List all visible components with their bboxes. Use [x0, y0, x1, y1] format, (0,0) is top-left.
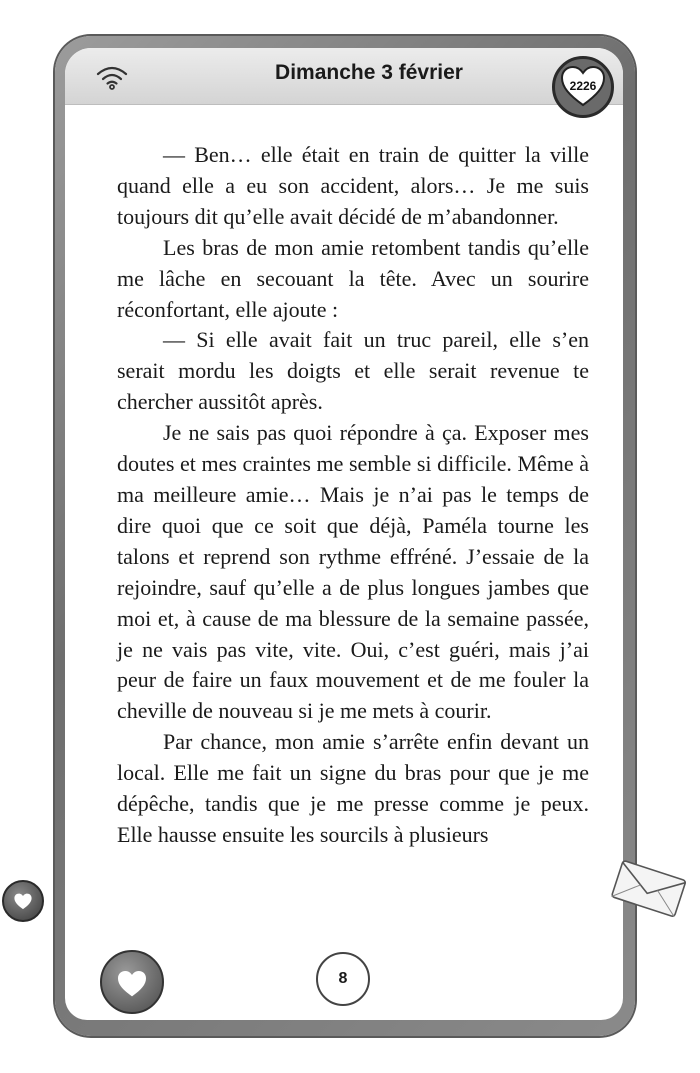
phone-screen: [65, 48, 623, 1020]
likes-counter-badge: [552, 56, 614, 118]
heart-button-small[interactable]: [2, 880, 44, 922]
phone-frame: [55, 36, 635, 1036]
paragraph: Par chance, mon amie s’arrête enfin devant un local. Elle me fait un signe du bras pour que je me dépêche, tandis que je me presse comme je peux. Elle hausse ensuite les sourcils à plusieurs: [117, 729, 589, 847]
heart-icon: [13, 892, 33, 910]
paragraph: Les bras de mon amie retombent tandis qu’elle me lâche en secouant la tête. Avec un sourire réconfortant, elle ajoute :: [117, 234, 589, 322]
paragraph: Je ne sais pas quoi répondre à ça. Exposer mes doutes et mes craintes me semble si difficile. Même à ma meilleure amie… Mais je n’ai pas le temps de dire quoi que ce soit que déjà, Paméla tourne les talons et reprend son rythme effréné. J’essaie de la rejoindre, sauf qu’elle a de plus longues jambes que moi et, à cause de ma blessure de la semaine passée, je ne vais pas vite, vite. Oui, c’est guéri, mais j’ai peur de faire un faux mouvement et de me fouler la cheville de nouveau si je me mets à courir.: [117, 420, 589, 724]
status-bar: [65, 48, 623, 105]
likes-count: 2226: [569, 79, 597, 93]
date-title: Dimanche 3 février: [275, 61, 463, 84]
paragraph: — Ben… elle était en train de quitter la ville quand elle a eu son accident, alors… Je me suis toujours dit qu’elle avait décidé de m’abandonner.: [117, 142, 589, 229]
story-text: [117, 140, 589, 851]
heart-icon: [116, 968, 148, 998]
envelope-icon[interactable]: [608, 858, 692, 918]
page-number: 8: [316, 952, 370, 1006]
heart-button[interactable]: [100, 950, 164, 1014]
paragraph: — Si elle avait fait un truc pareil, elle s’en serait mordu les doigts et elle serait revenue te chercher aussitôt après.: [117, 327, 589, 415]
